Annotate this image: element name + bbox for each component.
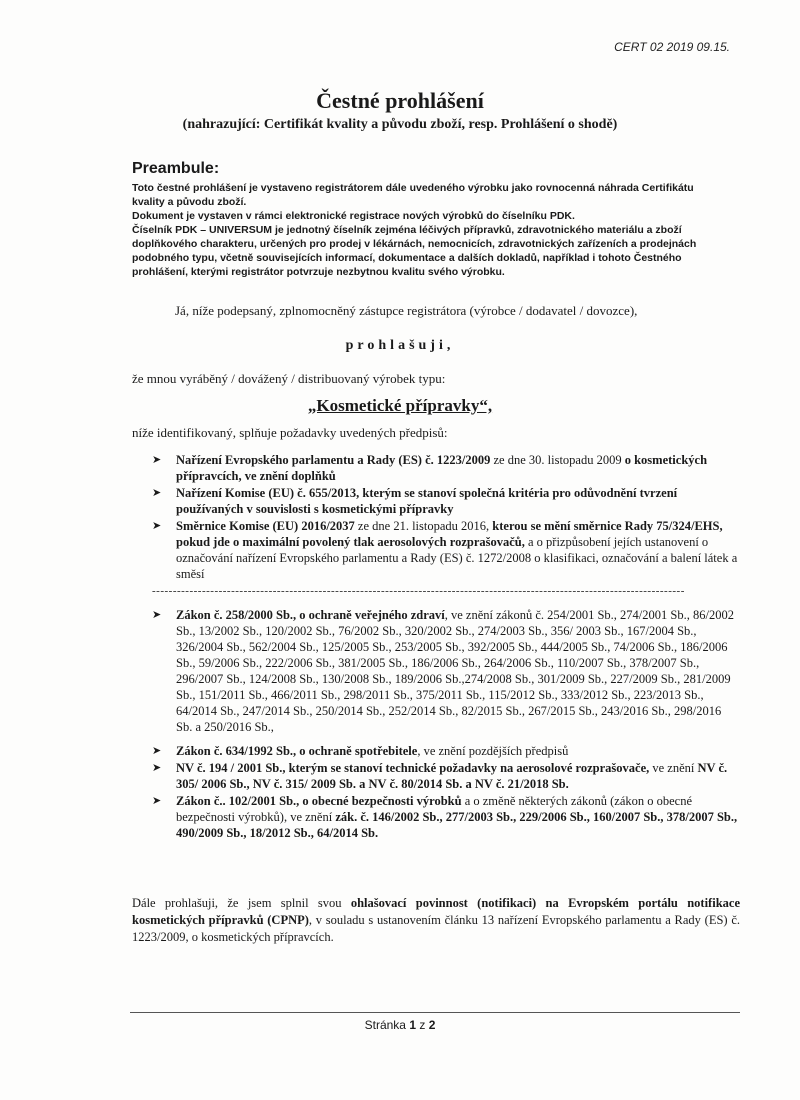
compliance-intro: níže identifikovaný, splňuje požadavky uvedených předpisů:	[132, 425, 448, 440]
document-title: Čestné prohlášení	[316, 88, 484, 113]
regulation-item: ➤ NV č. 194 / 2001 Sb., kterým se stanoví technické požadavky na aerosolové rozprašovače, ve znění NV č. 305/ 2006 Sb., NV č. 315/ 2009 Sb. a NV č. 80/2014 Sb. a NV č. 21/2018 Sb.	[152, 761, 728, 791]
regulations-list	[152, 452, 740, 842]
arrow-bullet-icon: ➤	[152, 520, 162, 532]
preamble-line: Toto čestné prohlášení je vystaveno registrátorem dále uvedeného výrobku jako rovnocenná náhrada Certifikátu kvality a původu zboží.	[132, 182, 694, 208]
regulation-item: ➤ Směrnice Komise (EU) 2016/2037 ze dne 21. listopadu 2016, kterou se mění směrnice Rady 75/324/EHS, pokud jde o maximální povolený tlak aerosolových rozprašovačů, a o přizpůsobení jejích ustanovení o označování nařízení Evropského parlamentu a Rady (ES) č. 1272/2008 o klasifikaci, označování a balení látek a směsí	[152, 519, 738, 581]
arrow-bullet-icon: ➤	[152, 609, 162, 621]
regulation-item: ➤ Nařízení Evropského parlamentu a Rady (ES) č. 1223/2009 ze dne 30. listopadu 2009 o kosmetických přípravcích, ve znění doplňků	[152, 453, 708, 483]
arrow-bullet-icon: ➤	[152, 762, 162, 774]
preamble-line: Číselník PDK – UNIVERSUM je jednotný číselník zejména léčivých přípravků, zdravotnického materiálu a zboží doplňkového charakteru, určených pro prodej v lékárnách, nemocnicích, zdravotnických zařízeních a prodejnách podobného typu, včetně souvisejících informací, dokumentace a dalších dokladů, například i tohoto Čestného prohlášení, kterými registrátor potvrzuje nezbytnou kvalitu svého výrobku.	[132, 224, 697, 278]
arrow-bullet-icon: ➤	[152, 487, 162, 499]
closing-paragraph: Dále prohlašuji, že jsem splnil svou ohlašovací povinnost (notifikaci) na Evropském portálu notifikace kosmetických přípravků (CPNP), v souladu s ustanovením článku 13 nařízení Evropského parlamentu a Rady (ES) č. 1223/2009, o kosmetických přípravcích.	[132, 896, 740, 944]
declaring-word: prohlašuji,	[345, 338, 455, 353]
preamble-text	[132, 181, 704, 279]
preamble-line: Dokument je vystaven v rámci elektronické registrace nových výrobků do číselníku PDK.	[132, 210, 575, 222]
regulation-item: ➤ Zákon č.. 102/2001 Sb., o obecné bezpečnosti výrobků a o změně některých zákonů (zákon o obecné bezpečnosti výrobků), ve znění zák. č. 146/2002 Sb., 277/2003 Sb., 229/2006 Sb., 160/2007 Sb., 378/2007 Sb., 490/2009 Sb., 18/2012 Sb., 64/2014 Sb.	[152, 794, 738, 840]
preamble-heading: Preambule:	[132, 160, 220, 177]
separator-dashes: --------------------------------------------------------------------------------------------------------------------------------	[152, 585, 685, 597]
document-code: CERT 02 2019 09.15.	[614, 40, 730, 54]
footer-divider	[130, 1012, 740, 1013]
arrow-bullet-icon: ➤	[152, 795, 162, 807]
product-intro: že mnou vyráběný / dovážený / distribuovaný výrobek typu:	[132, 371, 446, 386]
arrow-bullet-icon: ➤	[152, 745, 162, 757]
arrow-bullet-icon: ➤	[152, 454, 162, 466]
regulation-item: ➤ Nařízení Komise (EU) č. 655/2013, kterým se stanoví společná kritéria pro odůvodnění tvrzení používaných v souvislosti s kosmetickými přípravky	[152, 486, 678, 516]
document-subtitle: (nahrazující: Certifikát kvality a původu zboží, resp. Prohlášení o shodě)	[182, 117, 618, 132]
regulation-item: ➤ Zákon č. 258/2000 Sb., o ochraně veřejného zdraví, ve znění zákonů č. 254/2001 Sb., 274/2001 Sb., 86/2002 Sb., 13/2002 Sb., 120/2002 Sb., 76/2002 Sb., 320/2002 Sb., 274/2003 Sb., 356/ 2003 Sb., 167/2004 Sb., 326/2004 Sb., 562/2004 Sb., 125/2005 Sb., 253/2005 Sb., 392/2005 Sb., 444/2005 Sb., 74/2006 Sb., 186/2006 Sb., 59/2006 Sb., 222/2006 Sb., 381/2005 Sb., 186/2006 Sb., 264/2006 Sb., 110/2007 Sb., 378/2007 Sb., 296/2007 Sb., 124/2008 Sb., 130/2008 Sb., 189/2006 Sb.,274/2008 Sb., 301/2009 Sb., 227/2009 Sb., 281/2009 Sb., 151/2011 Sb., 466/2011 Sb., 298/2011 Sb., 375/2011 Sb., 115/2012 Sb., 333/2012 Sb., 223/2013 Sb., 64/2014 Sb., 247/2014 Sb., 250/2014 Sb., 252/2014 Sb., 82/2015 Sb., 267/2015 Sb., 243/2016 Sb., 298/2016 Sb. a 250/2016 Sb.,	[152, 608, 734, 734]
page-number: Stránka 1 z 2	[364, 1018, 436, 1032]
signatory-line: Já, níže podepsaný, zplnomocněný zástupce registrátora (výrobce / dodavatel / dovozce),	[175, 303, 638, 318]
regulation-item: ➤ Zákon č. 634/1992 Sb., o ochraně spotřebitele, ve znění pozdějších předpisů	[152, 744, 569, 758]
product-name: „Kosmetické přípravky“,	[307, 396, 493, 415]
